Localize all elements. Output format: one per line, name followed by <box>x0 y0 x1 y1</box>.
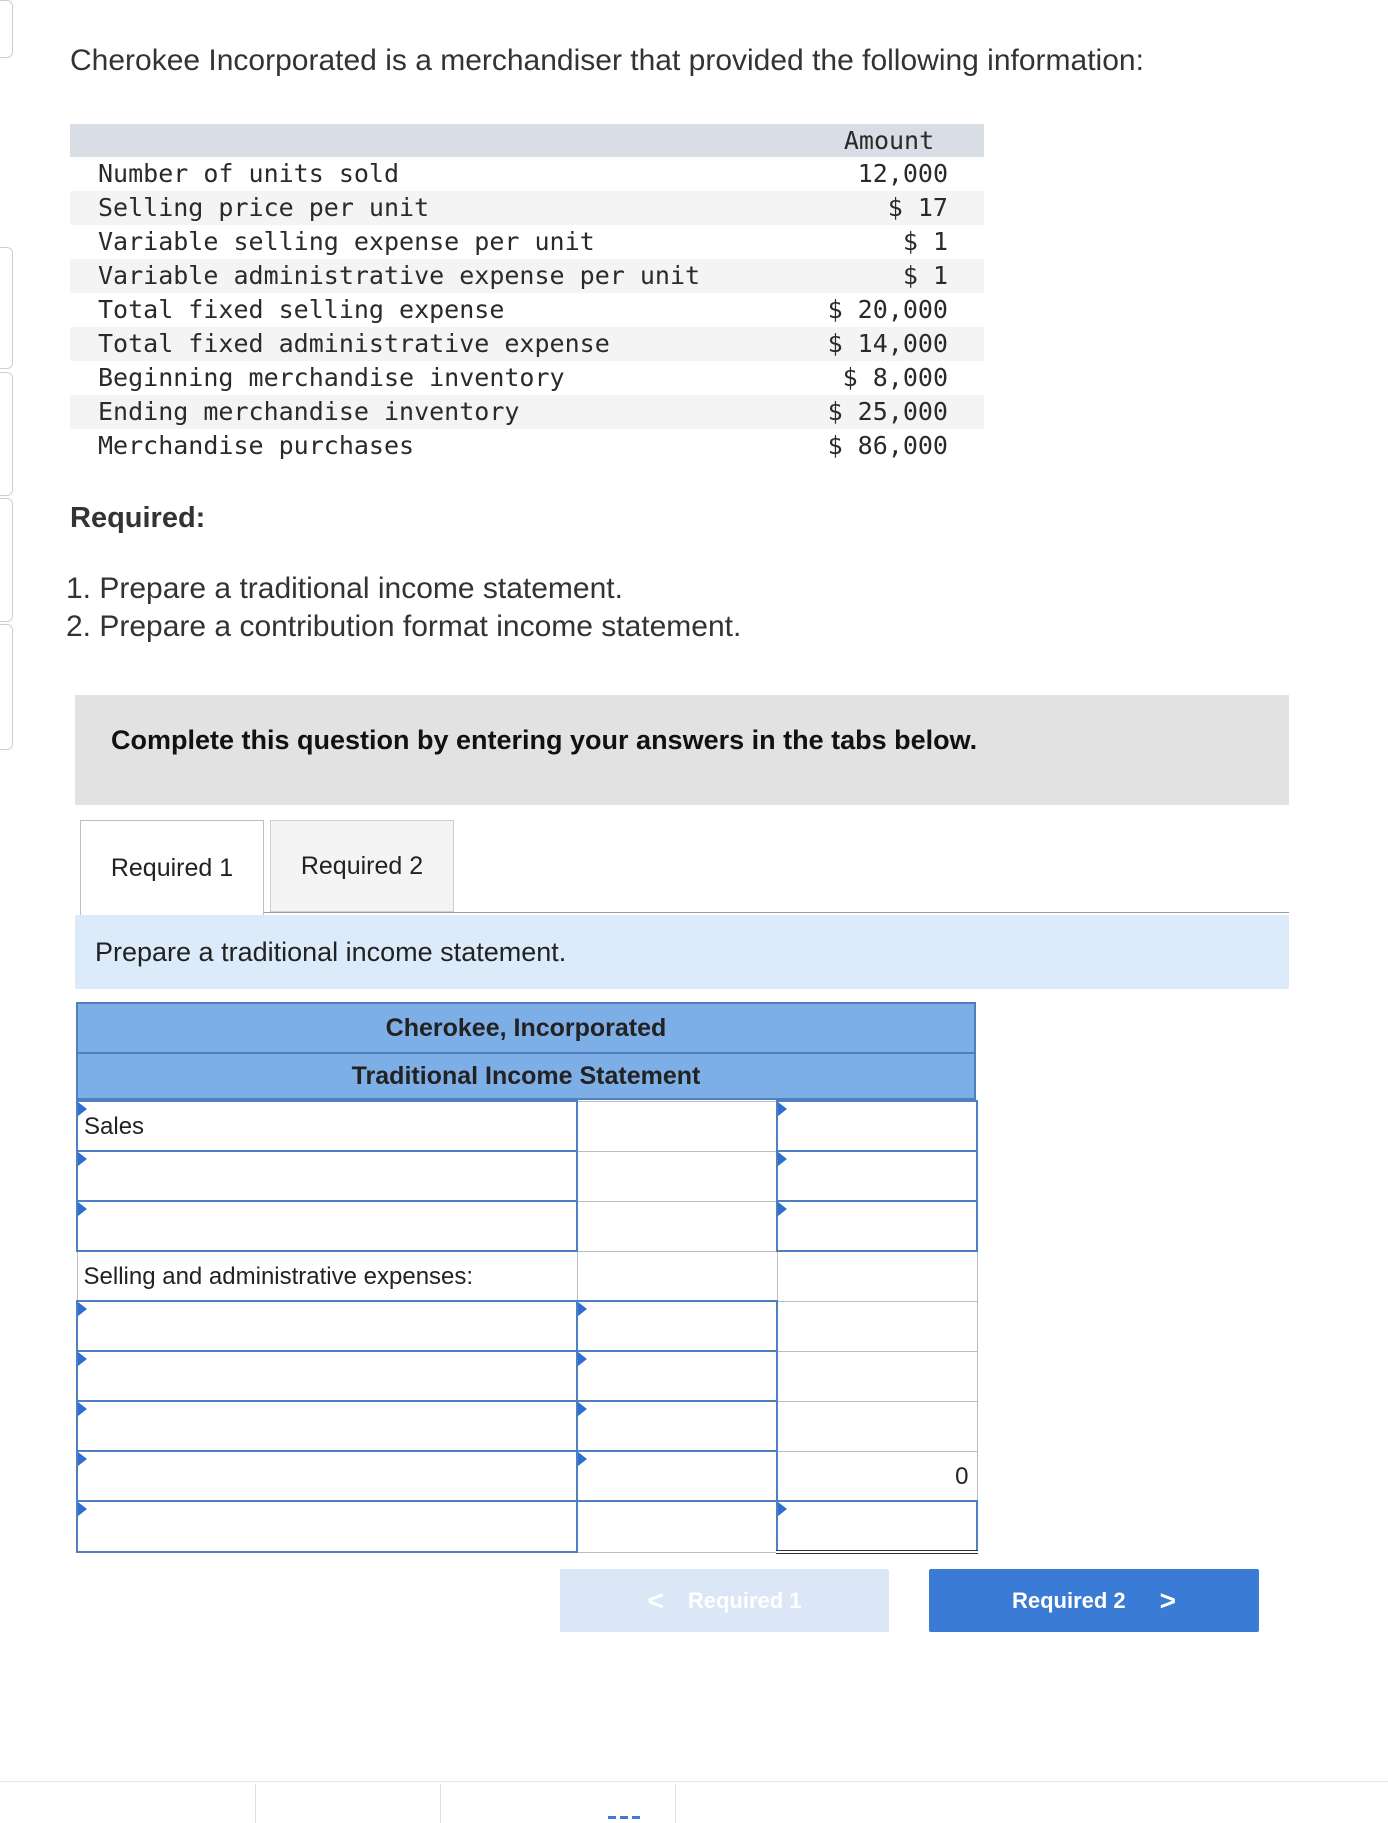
row-label: Selling price per unit <box>70 191 794 225</box>
static-cell <box>577 1151 777 1201</box>
row-label: Variable administrative expense per unit <box>70 259 794 293</box>
side-tab-4 <box>0 498 13 622</box>
chevron-right-icon: > <box>1159 1584 1177 1616</box>
row-label: Ending merchandise inventory <box>70 395 794 429</box>
side-tab-2 <box>0 247 13 369</box>
table-row <box>70 157 984 191</box>
expense-label-input[interactable] <box>77 1301 577 1351</box>
line-label-input[interactable] <box>77 1151 577 1201</box>
row-value: $ 25,000 <box>794 395 984 429</box>
tab-required-2[interactable]: Required 2 <box>270 820 454 912</box>
side-tab-1 <box>0 0 13 58</box>
row-value: $ 17 <box>794 191 984 225</box>
expense-label-input[interactable] <box>77 1401 577 1451</box>
expense-amount-input[interactable] <box>577 1301 777 1351</box>
table-row <box>77 1351 977 1401</box>
tab-required-1[interactable]: Required 1 <box>80 820 264 915</box>
statement-grid <box>76 1100 978 1554</box>
row-label: Beginning merchandise inventory <box>98 363 565 392</box>
sales-label: Sales <box>84 1113 145 1140</box>
statement-company: Cherokee, Incorporated <box>76 1002 976 1054</box>
row-value: $ 1 <box>794 259 984 293</box>
prev-required-button[interactable] <box>560 1569 889 1632</box>
instruction-text: Prepare a traditional income statement. <box>95 937 567 967</box>
row-value: $ 14,000 <box>794 327 984 361</box>
static-cell <box>577 1101 777 1151</box>
income-statement <box>76 1002 976 1554</box>
info-table-label-header <box>70 124 794 157</box>
table-row <box>77 1501 977 1552</box>
table-row <box>77 1201 977 1251</box>
instruction-banner <box>75 915 1289 989</box>
table-row <box>77 1101 977 1151</box>
statement-title: Traditional Income Statement <box>76 1054 976 1100</box>
table-row <box>70 361 984 395</box>
next-button-label: Required 2 <box>1011 1587 1126 1613</box>
row-value: $ 20,000 <box>827 295 948 324</box>
table-row <box>70 395 984 429</box>
static-cell <box>777 1251 977 1301</box>
static-cell <box>577 1501 777 1552</box>
footer-separator <box>255 1784 256 1823</box>
chevron-left-icon: < <box>647 1584 664 1616</box>
net-amount-input[interactable] <box>777 1501 977 1552</box>
table-row <box>77 1451 977 1501</box>
prev-button-label: Required 1 <box>687 1587 802 1613</box>
line-amount-input[interactable] <box>777 1151 977 1201</box>
expense-label-input[interactable] <box>77 1451 577 1501</box>
expense-amount-input[interactable] <box>577 1451 777 1501</box>
required-item: 1. Prepare a traditional income statement. <box>66 572 623 605</box>
side-tab-5 <box>0 624 13 750</box>
static-cell <box>777 1401 977 1451</box>
table-row <box>70 259 984 293</box>
table-row <box>70 327 984 361</box>
tab-divider <box>264 912 1289 913</box>
static-cell <box>577 1201 777 1251</box>
info-table <box>70 124 984 463</box>
expense-amount-input[interactable] <box>577 1351 777 1401</box>
footer-separator <box>675 1784 676 1823</box>
sga-label: Selling and administrative expenses: <box>83 1263 474 1290</box>
next-required-button[interactable] <box>929 1569 1259 1632</box>
expense-amount-input[interactable] <box>577 1401 777 1451</box>
table-row <box>77 1401 977 1451</box>
expense-label-input[interactable] <box>77 1351 577 1401</box>
static-cell <box>777 1301 977 1351</box>
row-value: $ 8,000 <box>842 363 948 392</box>
line-label-input[interactable] <box>77 1201 577 1251</box>
footer-separator <box>440 1784 441 1823</box>
sales-label-cell[interactable] <box>77 1101 577 1151</box>
sales-amount-input[interactable] <box>777 1101 977 1151</box>
net-label-input[interactable] <box>77 1501 577 1552</box>
table-row <box>70 225 984 259</box>
row-value: 12,000 <box>857 159 948 188</box>
intro-text: Cherokee Incorporated is a merchandiser that provided the following information: <box>70 44 1144 77</box>
static-cell <box>577 1251 777 1301</box>
row-value: $ 86,000 <box>827 431 948 460</box>
total-expenses-cell <box>777 1451 977 1501</box>
sga-label-cell <box>77 1251 577 1301</box>
complete-banner <box>75 695 1289 805</box>
required-list <box>66 570 741 646</box>
complete-banner-text: Complete this question by entering your answers in the tabs below. <box>111 725 978 755</box>
table-row <box>77 1251 977 1301</box>
info-table-amount-header: Amount <box>794 124 984 157</box>
total-expenses-value: 0 <box>955 1462 969 1490</box>
table-row <box>70 191 984 225</box>
row-value: $ 1 <box>902 227 948 256</box>
static-cell <box>777 1351 977 1401</box>
row-label: Number of units sold <box>98 159 400 188</box>
table-row <box>77 1151 977 1201</box>
footer-divider <box>0 1781 1388 1782</box>
table-row <box>70 293 984 327</box>
row-label: Total fixed administrative expense <box>70 327 794 361</box>
table-row <box>77 1301 977 1351</box>
side-tab-3 <box>0 372 13 496</box>
line-amount-input[interactable] <box>777 1201 977 1251</box>
required-heading: Required: <box>70 502 206 534</box>
row-label: Variable selling expense per unit <box>98 227 595 256</box>
table-row <box>70 429 984 463</box>
required-item: 2. Prepare a contribution format income statement. <box>66 610 742 643</box>
footer-indicator <box>608 1816 642 1819</box>
row-label: Merchandise purchases <box>98 431 415 460</box>
row-label: Total fixed selling expense <box>98 295 505 324</box>
